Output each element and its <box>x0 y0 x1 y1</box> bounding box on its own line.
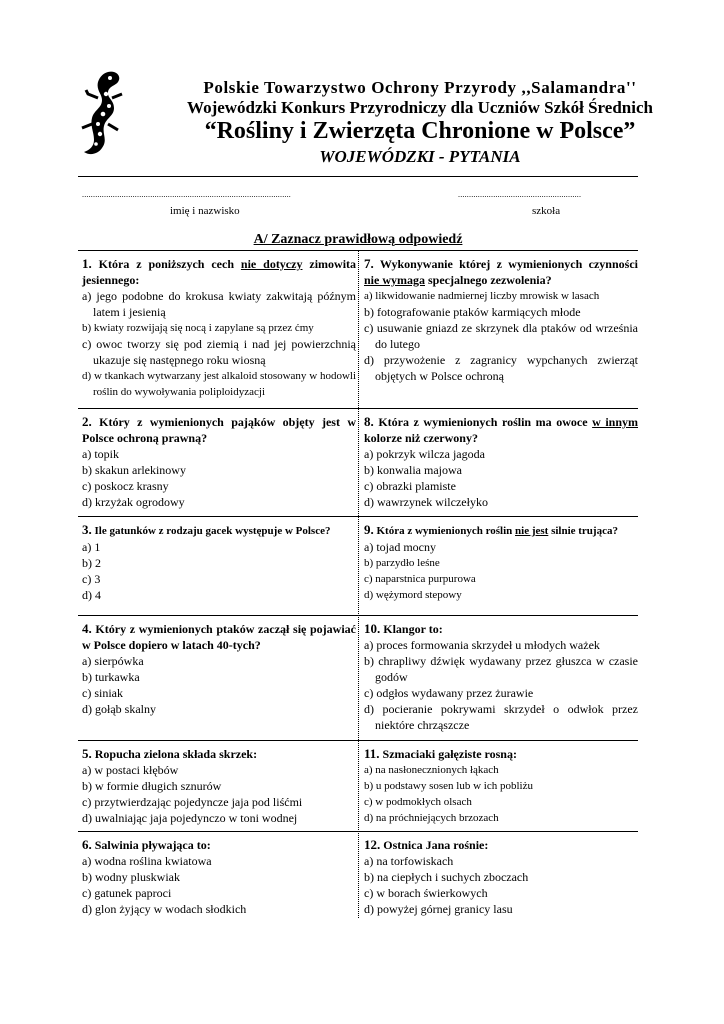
answer-option[interactable]: d) wężymord stepowy <box>364 589 462 601</box>
answer-option[interactable]: b) chrapliwy dźwięk wydawany przez głuszca w czasie godów <box>364 654 638 684</box>
question-12: 12. Ostnica Jana rośnie: a) na torfowiskach b) na ciepłych i suchych zboczach c) w borach świerkowych d) powyżej górnej granicy lasu <box>364 837 638 917</box>
question-3: 3. Ile gatunków z rodzaju gacek występuje w Polsce? a) 1 b) 2 c) 3 d) 4 <box>82 522 356 603</box>
answer-option[interactable]: c) 3 <box>82 572 101 586</box>
answer-option[interactable]: c) naparstnica purpurowa <box>364 573 476 585</box>
answer-option[interactable]: c) usuwanie gniazd ze skrzynek dla ptaków od września do lutego <box>364 321 638 351</box>
answer-option[interactable]: b) u podstawy sosen lub w ich pobliżu <box>364 780 533 792</box>
answer-option[interactable]: a) wodna roślina kwiatowa <box>82 854 212 868</box>
question-9: 9. Która z wymienionych roślin nie jest silnie trująca? a) tojad mocny b) parzydło leśne c) naparstnica purpurowa d) wężymord stepowy <box>364 522 638 603</box>
answer-option[interactable]: b) 2 <box>82 556 101 570</box>
answer-option[interactable]: d) pocieranie pokrywami skrzydeł o odwłok przez niektóre chrząszcze <box>364 702 638 732</box>
answer-option[interactable]: d) glon żyjący w wodach słodkich <box>82 902 247 916</box>
answer-option[interactable]: d) przywożenie z zagranicy wypchanych zwierząt objętych w Polsce ochroną <box>364 353 638 383</box>
answer-option[interactable]: a) 1 <box>82 540 101 554</box>
question-5: 5. Ropucha zielona składa skrzek: a) w postaci kłębów b) w formie długich sznurów c) przytwierdzając pojedyncze jaja pod liśćmi d) uwalniając jaja pojedynczo w toni wodnej <box>82 746 356 826</box>
answer-option[interactable]: b) turkawka <box>82 670 140 684</box>
answer-option[interactable]: d) w tkankach wytwarzany jest alkaloid stosowany w hodowli roślin do wywoływania poliploidyzacji <box>82 370 356 398</box>
answer-option[interactable]: c) odgłos wydawany przez żurawie <box>364 686 534 700</box>
answer-option[interactable]: c) w borach świerkowych <box>364 886 488 900</box>
name-field[interactable]: ............................................................................................... <box>82 190 291 199</box>
school-label: szkoła <box>532 205 561 217</box>
answer-option[interactable]: d) wawrzynek wilczełyko <box>364 495 488 509</box>
question-11: 11. Szmaciaki gałęziste rosną: a) na nasłonecznionych łąkach b) u podstawy sosen lub w ich pobliżu c) w podmokłych olsach d) na próchniejących brzozach <box>364 746 638 826</box>
answer-option[interactable]: c) owoc tworzy się pod ziemią i nad jej powierzchnią ukazuje się następnego roku wiosną <box>82 337 356 367</box>
contest-name: Wojewódzki Konkurs Przyrodniczy dla Uczniów Szkół Średnich <box>187 98 653 117</box>
answer-option[interactable]: c) w podmokłych olsach <box>364 796 472 808</box>
answer-option[interactable]: d) gołąb skalny <box>82 702 156 716</box>
school-field[interactable]: ........................................................ <box>458 190 582 199</box>
question-8: 8. Która z wymienionych roślin ma owoce w innym kolorze niż czerwony? a) pokrzyk wilcza jagoda b) konwalia majowa c) obrazki plamiste d) wawrzynek wilczełyko <box>364 414 639 509</box>
answer-option[interactable]: d) uwalniając jaja pojedynczo w toni wodnej <box>82 811 298 825</box>
answer-option[interactable]: c) obrazki plamiste <box>364 479 456 493</box>
answer-option[interactable]: a) na torfowiskach <box>364 854 454 868</box>
question-6: 6. Salwinia pływająca to: a) wodna roślina kwiatowa b) wodny pluskwiak c) gatunek paproci d) glon żyjący w wodach słodkich <box>82 837 356 917</box>
page-subtitle: WOJEWÓDZKI - PYTANIA <box>319 147 521 166</box>
organization-name: Polskie Towarzystwo Ochrony Przyrody ,,Salamandra'' <box>203 78 637 97</box>
question-4: 4. Który z wymienionych ptaków zaczął się pojawiać w Polsce dopiero w latach 40-tych? a) sierpówka b) turkawka c) siniak d) gołąb skalny <box>82 621 357 716</box>
answer-option[interactable]: b) konwalia majowa <box>364 463 462 477</box>
answer-option[interactable]: b) fotografowanie ptaków karmiących młode <box>364 305 581 319</box>
answer-option[interactable]: a) na nasłonecznionych łąkach <box>364 764 499 776</box>
answer-option[interactable]: b) na ciepłych i suchych zboczach <box>364 870 529 884</box>
answer-option[interactable]: a) jego podobne do krokusa kwiaty zakwitają późnym latem i jesienią <box>82 289 356 319</box>
answer-option[interactable]: c) siniak <box>82 686 123 700</box>
answer-option[interactable]: c) poskocz krasny <box>82 479 169 493</box>
answer-option[interactable]: a) topik <box>82 447 119 461</box>
answer-option[interactable]: a) tojad mocny <box>364 540 436 554</box>
answer-option[interactable]: a) sierpówka <box>82 654 144 668</box>
question-7: 7. Wykonywanie której z wymienionych czynności nie wymaga specjalnego zezwolenia? a) likwidowanie nadmiernej liczby mrowisk w lasach b) fotografowanie ptaków karmiących młode c) usuwanie gniazd ze skrzynek dla ptaków od września do lutego d) przywożenie z zagranicy wypchanych zwierząt objętych w Polsce ochroną <box>364 256 638 383</box>
answer-option[interactable]: c) gatunek paproci <box>82 886 172 900</box>
answer-option[interactable]: b) parzydło leśne <box>364 557 440 569</box>
question-2: 2. Który z wymienionych pająków objęty jest w Polsce ochroną prawną? a) topik b) skakun arlekinowy c) poskocz krasny d) krzyżak ogrodowy <box>82 414 356 509</box>
answer-option[interactable]: a) w postaci kłębów <box>82 763 179 777</box>
question-1: 1. Która z poniższych cech nie dotyczy zimowita jesiennego: a) jego podobne do krokusa kwiaty zakwitają późnym latem i jesienią b) kwiaty rozwijają się nocą i zapylane są przez ćmy c) owoc tworzy się pod ziemią i nad jej powierzchnią ukazuje się następnego roku wiosną d) w tkankach wytwarzany jest alkaloid stosowany w hodowli roślin do wywoływania poliploidyzacji <box>82 256 357 398</box>
section-title: A/ Zaznacz prawidłową odpowiedź <box>253 232 463 247</box>
header-rule <box>78 176 638 177</box>
name-label: imię i nazwisko <box>170 205 240 217</box>
answer-option[interactable]: a) pokrzyk wilcza jagoda <box>364 447 485 461</box>
answer-option[interactable]: b) wodny pluskwiak <box>82 870 180 884</box>
answer-option[interactable]: d) 4 <box>82 588 101 602</box>
answer-option[interactable]: d) powyżej górnej granicy lasu <box>364 902 513 916</box>
answer-option[interactable]: b) kwiaty rozwijają się nocą i zapylane są przez ćmy <box>82 322 314 334</box>
page-title: “Rośliny i Zwierzęta Chronione w Polsce” <box>204 118 636 144</box>
answer-option[interactable]: b) skakun arlekinowy <box>82 463 186 477</box>
answer-option[interactable]: b) w formie długich sznurów <box>82 779 222 793</box>
question-10: 10. Klangor to: a) proces formowania skrzydeł u młodych ważek b) chrapliwy dźwięk wydawany przez głuszca w czasie godów c) odgłos wydawany przez żurawie d) pocieranie pokrywami skrzydeł o odwłok przez niektóre chrząszcze <box>364 621 638 732</box>
answer-option[interactable]: c) przytwierdzając pojedyncze jaja pod liśćmi <box>82 795 303 809</box>
answer-option[interactable]: d) krzyżak ogrodowy <box>82 495 185 509</box>
answer-option[interactable]: a) likwidowanie nadmiernej liczby mrowisk w lasach <box>364 290 600 302</box>
salamander-logo <box>78 68 128 158</box>
answer-option[interactable]: d) na próchniejących brzozach <box>364 812 499 824</box>
answer-option[interactable]: a) proces formowania skrzydeł u młodych ważek <box>364 638 600 652</box>
